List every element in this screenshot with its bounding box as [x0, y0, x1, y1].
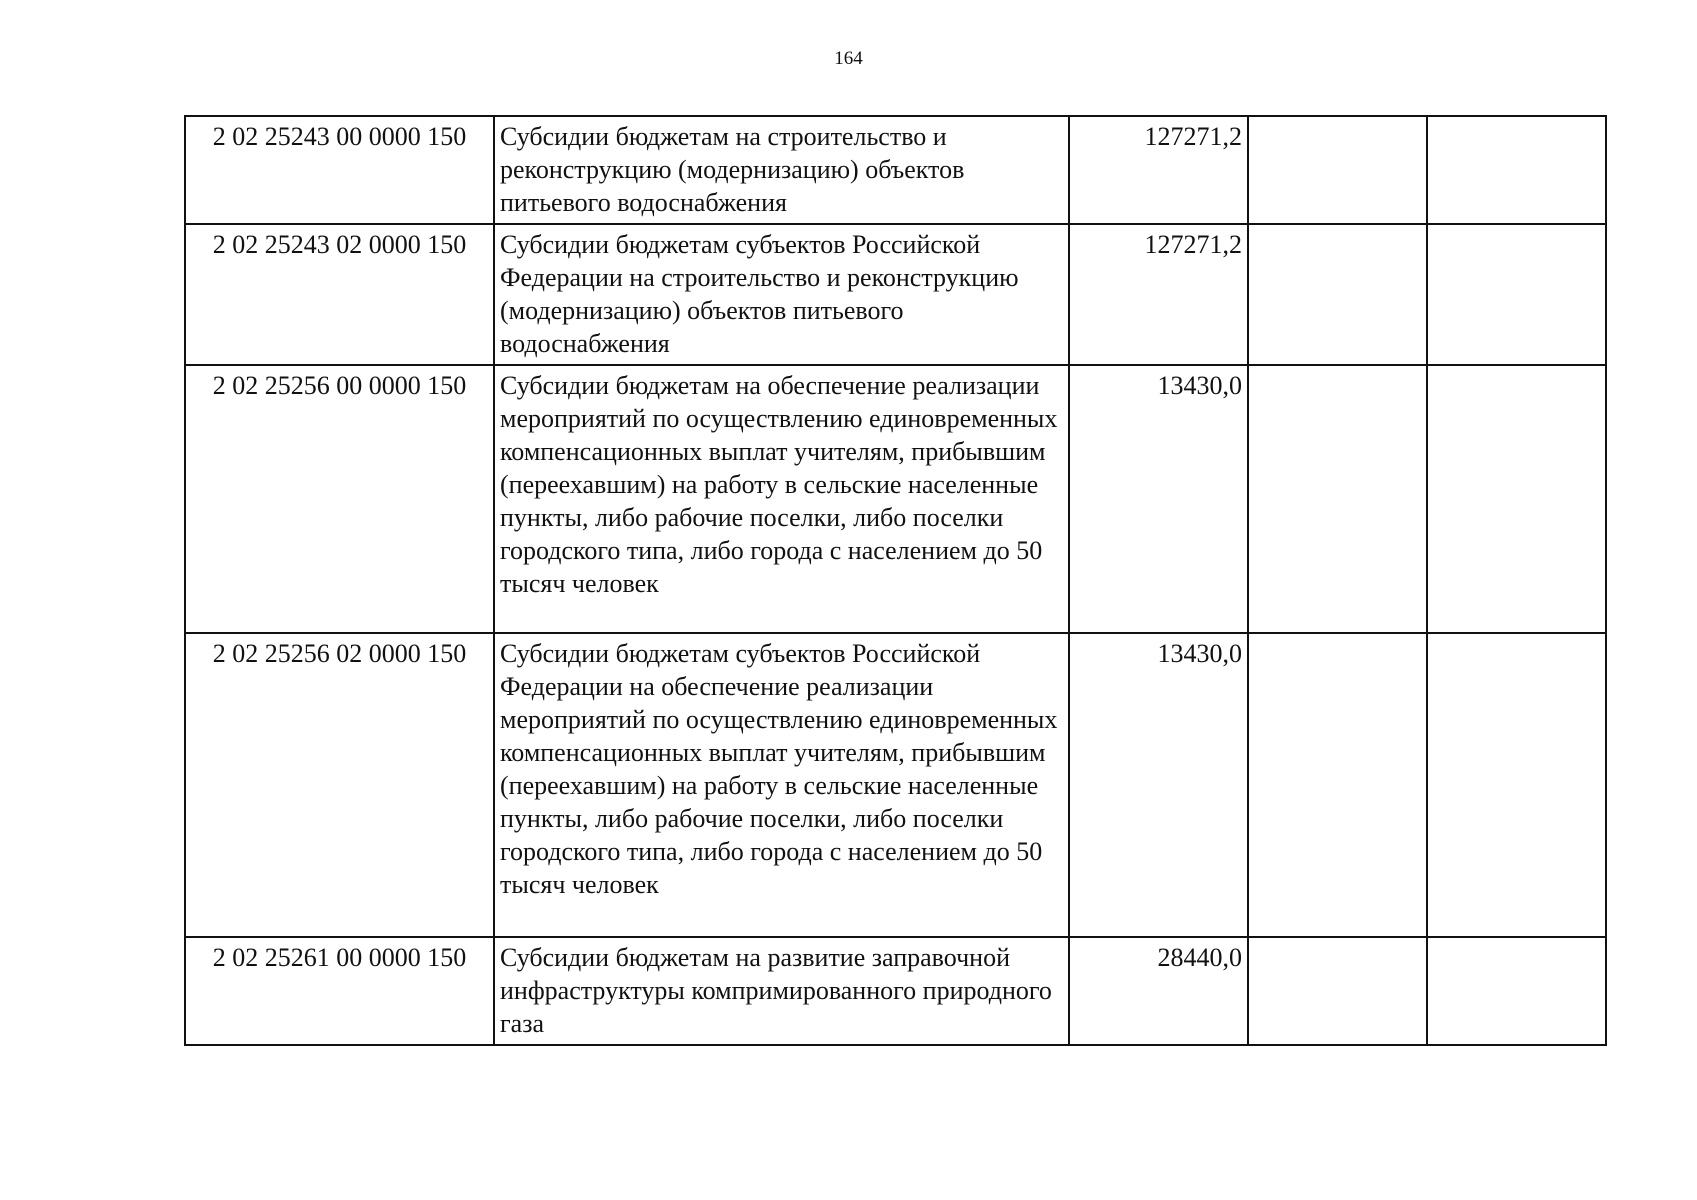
budget-code-cell: 2 02 25243 00 0000 150 [185, 116, 494, 224]
empty-cell-col5 [1427, 937, 1606, 1045]
description-cell: Субсидии бюджетам субъектов Российской Федерации на обеспечение реализации мероприятий по осуществлению единовременных компенсационных выплат учителям, прибывшим (переехавшим) на работу в сельские населенные пункты, либо рабочие поселки, либо поселки городского типа, либо города с населением до 50 тысяч человек [494, 633, 1069, 937]
description-cell: Субсидии бюджетам на строительство и реконструкцию (модернизацию) объектов питьевого водоснабжения [494, 116, 1069, 224]
empty-cell-col4 [1248, 937, 1427, 1045]
amount-cell: 127271,2 [1069, 116, 1248, 224]
amount-cell: 127271,2 [1069, 224, 1248, 365]
description-cell: Субсидии бюджетам субъектов Российской Федерации на строительство и реконструкцию (модернизацию) объектов питьевого водоснабжения [494, 224, 1069, 365]
budget-code-cell: 2 02 25261 00 0000 150 [185, 937, 494, 1045]
empty-cell-col5 [1427, 116, 1606, 224]
description-cell: Субсидии бюджетам на обеспечение реализации мероприятий по осуществлению единовременных компенсационных выплат учителям, прибывшим (переехавшим) на работу в сельские населенные пункты, либо рабочие поселки, либо поселки городского типа, либо города с населением до 50 тысяч человек [494, 365, 1069, 633]
page-number: 164 [834, 48, 863, 69]
empty-cell-col5 [1427, 365, 1606, 633]
amount-cell: 13430,0 [1069, 633, 1248, 937]
empty-cell-col4 [1248, 224, 1427, 365]
empty-cell-col4 [1248, 365, 1427, 633]
empty-cell-col4 [1248, 633, 1427, 937]
description-cell: Субсидии бюджетам на развитие заправочной инфраструктуры компримированного природного газа [494, 937, 1069, 1045]
amount-cell: 13430,0 [1069, 365, 1248, 633]
table-row [185, 633, 1606, 937]
table-row [185, 224, 1606, 365]
table-row [185, 937, 1606, 1045]
budget-code-cell: 2 02 25243 02 0000 150 [185, 224, 494, 365]
empty-cell-col5 [1427, 224, 1606, 365]
table-row [185, 116, 1606, 224]
empty-cell-col5 [1427, 633, 1606, 937]
budget-table [184, 115, 1607, 1046]
empty-cell-col4 [1248, 116, 1427, 224]
budget-code-cell: 2 02 25256 00 0000 150 [185, 365, 494, 633]
amount-cell: 28440,0 [1069, 937, 1248, 1045]
budget-code-cell: 2 02 25256 02 0000 150 [185, 633, 494, 937]
table-row [185, 365, 1606, 633]
